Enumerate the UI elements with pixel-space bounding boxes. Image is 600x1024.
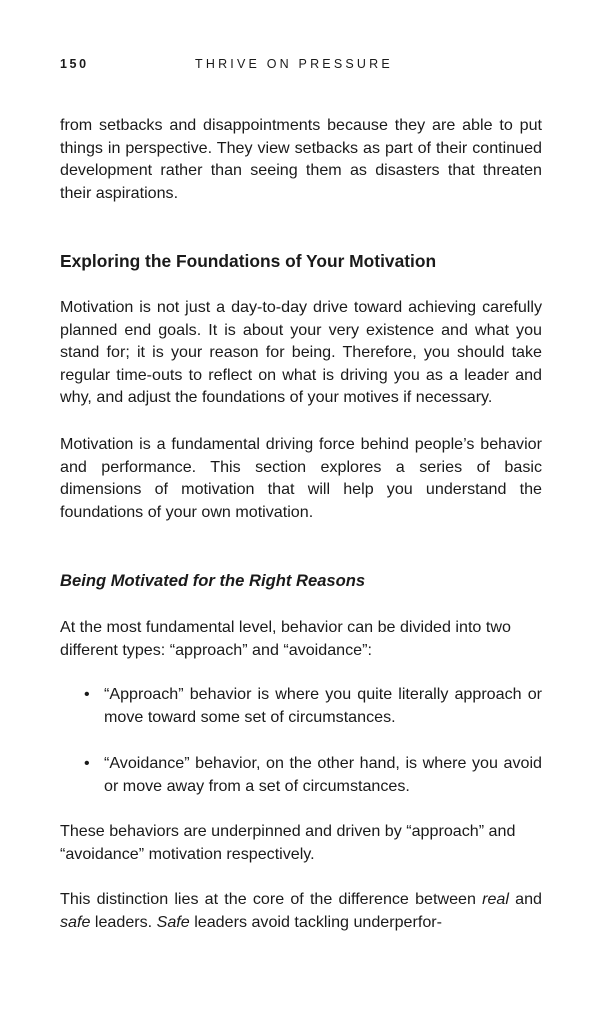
text-run: leaders. (90, 912, 157, 931)
running-head (60, 57, 542, 73)
paragraph-setbacks: from setbacks and disappointments because they are able to put things in perspective. They view setbacks as part of their continued development rather than seeing them as disasters that threaten their aspirations. (60, 116, 542, 202)
text-run: and (508, 890, 542, 908)
bullet-item-avoidance (84, 752, 542, 797)
paragraph-behavior-types: At the most fundamental level, behavior can be divided into two different types: “approach” and “avoidance”: (60, 618, 511, 659)
bullet-text: “Approach” behavior is where you quite literally approach or move toward some set of circumstances. (104, 685, 542, 726)
text-run: leaders avoid tackling underperfor- (189, 912, 443, 931)
bullet-mark: • (84, 754, 90, 772)
book-title: THRIVE ON PRESSURE (195, 57, 393, 71)
page-number: 150 (60, 57, 89, 71)
subsection-heading: Being Motivated for the Right Reasons (60, 571, 366, 590)
emphasis-safe-capital: Safe (156, 912, 190, 931)
bullet-list-approach (84, 683, 542, 728)
emphasis-real: real (482, 890, 509, 908)
section-heading: Exploring the Foundations of Your Motivation (60, 251, 437, 271)
paragraph-motivation-force: Motivation is a fundamental driving force behind people’s behavior and performance. This section explores a series of basic dimensions of motivation that will help you understand the foundations of your own motivation. (60, 435, 542, 521)
paragraph-real-safe (60, 888, 542, 933)
bullet-list-avoidance (84, 752, 542, 797)
paragraph-motivation-drive: Motivation is not just a day-to-day drive toward achieving carefully planned end goals. It is about your very existence and what you stand for; it is your reason for being. Therefore, you should take regular time-outs to reflect on what is driving you as a leader and why, and adjust the foundations of your motives if necessary. (60, 298, 542, 407)
bullet-mark: • (84, 685, 90, 703)
emphasis-safe: safe (60, 912, 91, 931)
bullet-text: “Avoidance” behavior, on the other hand, is where you avoid or move away from a set of circumstances. (104, 754, 542, 795)
paragraph-underpinned: These behaviors are underpinned and driven by “approach” and “avoidance” motivation respectively. (60, 822, 516, 863)
text-run: This distinction lies at the core of the difference between (60, 890, 483, 908)
bullet-item-approach (84, 683, 542, 728)
